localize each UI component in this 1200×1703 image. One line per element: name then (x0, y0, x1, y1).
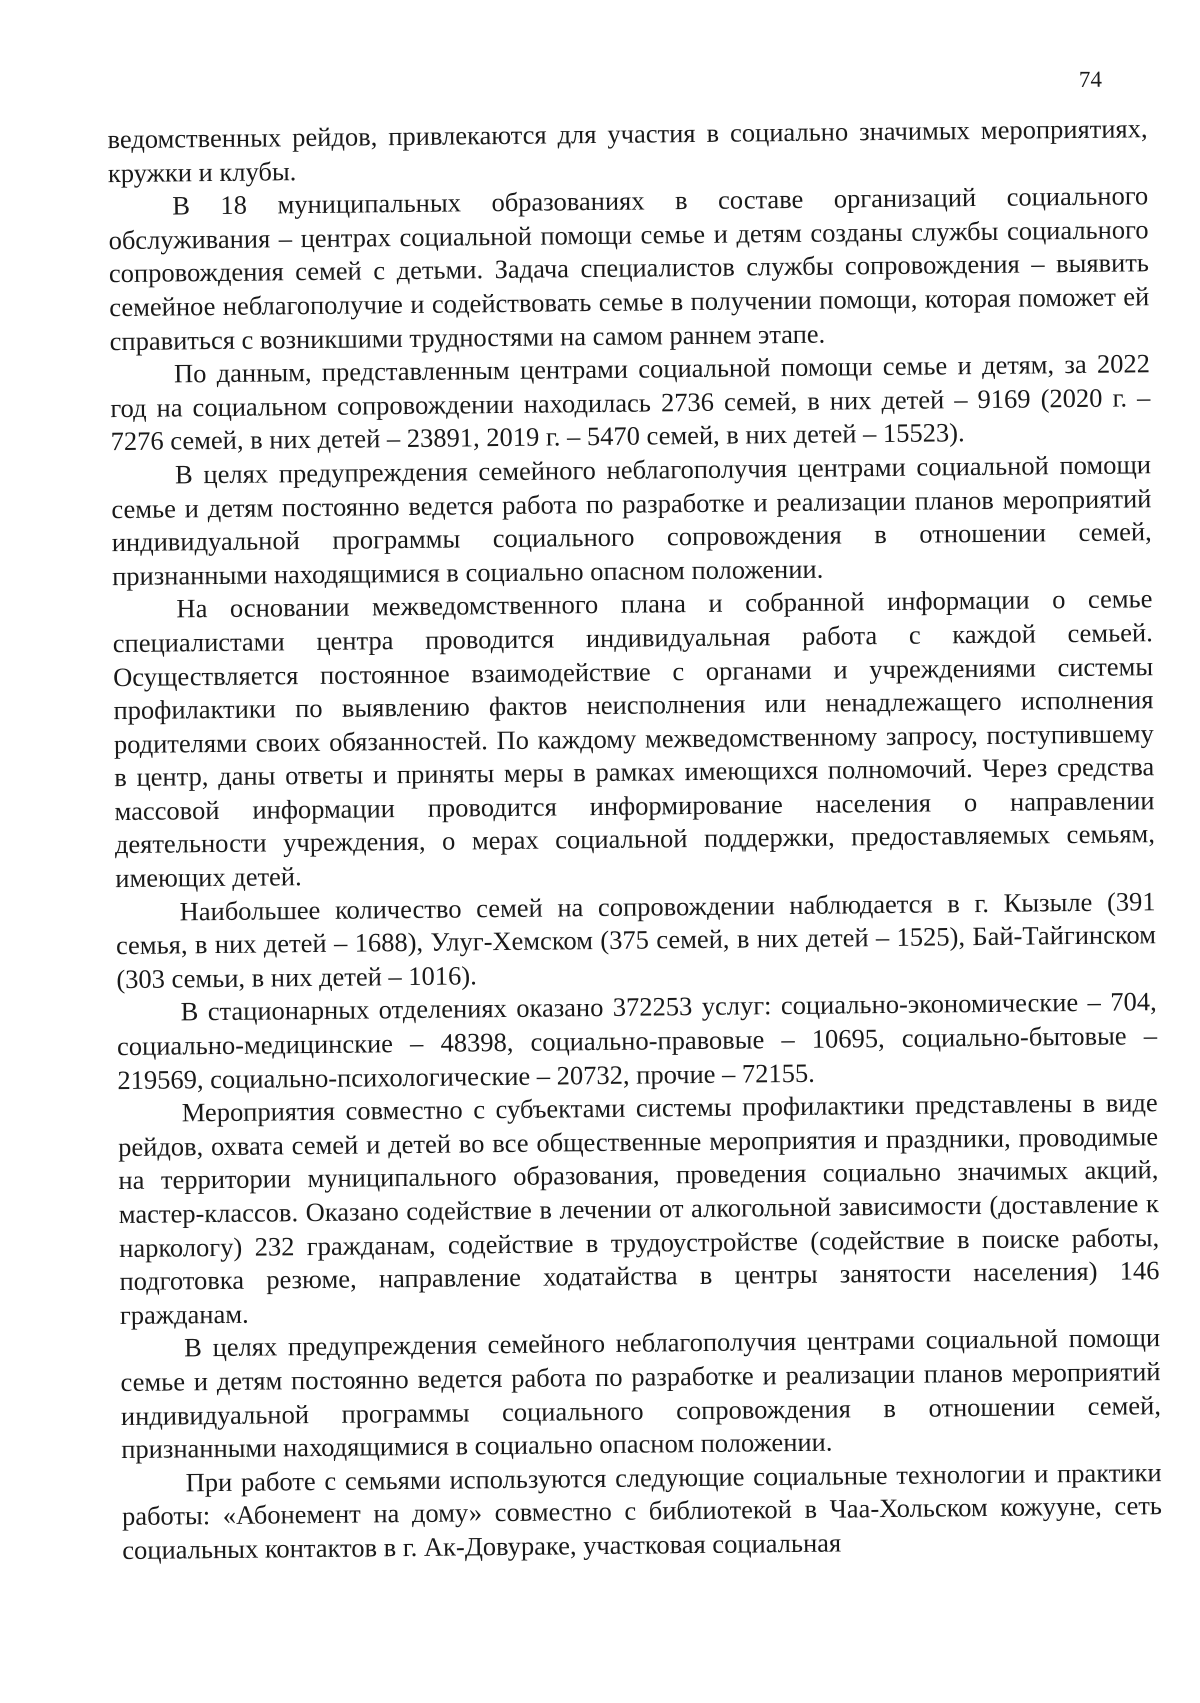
paragraph-prevention-plans: В целях предупреждения семейного неблагополучия центрами социальной помощи семье и детям постоянно ведется работа по разработке и реализации планов мероприятий индивидуальной программы социального сопровождения в отношении семей, признанными находящимися в социально опасном положении. (111, 449, 1152, 591)
paragraph-continued: ведомственных рейдов, привлекаются для участия в социально значимых мероприятиях, кружки и клубы. (107, 113, 1148, 188)
page-number: 74 (1078, 66, 1103, 92)
paragraph-statistics-2022: По данным, представленным центрами социальной помощи семье и детям, за 2022 год на социальном сопровождении находилась 2736 семей, в них детей – 9169 (2020 г. – 7276 семей, в них детей – 23891, 2019 г. – 5470 семей, в них детей – 15523). (110, 348, 1151, 457)
document-body (107, 112, 1162, 1567)
paragraph-social-technologies: При работе с семьями используются следующие социальные технологии и практики работы: «Абонемент на дому» совместно с библиотекой в Чаа-Хольском кожууне, сеть социальных контактов в г. Ак-Довураке, участковая социальная (121, 1456, 1163, 1565)
paragraph-joint-activities: Мероприятия совместно с субъектами системы профилактики представлены в виде рейдов, охвата семей и детей во все общественные мероприятия и праздники, проводимые на территории муниципального образования, проведения социально значимых акций, мастер-классов. Оказано содействие в лечении от алкогольной зависимости (доставление к наркологу) 232 гражданам, содействие в трудоустройстве (содействие в поиске работы, подготовка резюме, направление ходатайства в центры занятости населения) 146 гражданам. (117, 1087, 1160, 1330)
paragraph-prevention-plans-repeat: В целях предупреждения семейного неблагополучия центрами социальной помощи семье и детям постоянно ведется работа по разработке и реализации планов мероприятий индивидуальной программы социального сопровождения в отношении семей, признанными находящимися в социально опасном положении. (120, 1322, 1162, 1465)
paragraph-support-services: В 18 муниципальных образованиях в составе организаций социального обслуживания – центрах социальной помощи семье и детям созданы службы социального сопровождения семей с детьми. Задача специалистов службы сопровождения – выявить семейное неблагополучие и содействовать семье в получении помощи, которая поможет ей справиться с возникшими трудностями на самом раннем этапе. (108, 180, 1150, 356)
paragraph-largest-counts: Наибольшее количество семей на сопровождении наблюдается в г. Кызыле (391 семья, в них детей – 1688), Улуг-Хемском (375 семей, в них детей – 1525), Бай-Тайгинском (303 семьи, в них детей – 1016). (115, 885, 1157, 994)
paragraph-inpatient-services: В стационарных отделениях оказано 372253 услуг: социально-экономические – 704, социально-медицинские – 48398, социально-правовые – 10695, социально-бытовые – 219569, социально-психологические – 20732, прочие – 72155. (116, 986, 1158, 1095)
paragraph-interagency-work: На основании межведомственного плана и собранной информации о семье специалистами центра проводится индивидуальная работа с каждой семьей. Осуществляется постоянное взаимодействие с органами и учреждениями системы профилактики по выявлению фактов неисполнения или ненадлежащего исполнения родителями своих обязанностей. По каждому межведомственному запросу, поступившему в центр, даны ответы и приняты меры в рамках имеющихся полномочий. Через средства массовой информации проводится информирование населения о направлении деятельности учреждения, о мерах социальной поддержки, предоставляемых семьям, имеющих детей. (112, 583, 1156, 894)
